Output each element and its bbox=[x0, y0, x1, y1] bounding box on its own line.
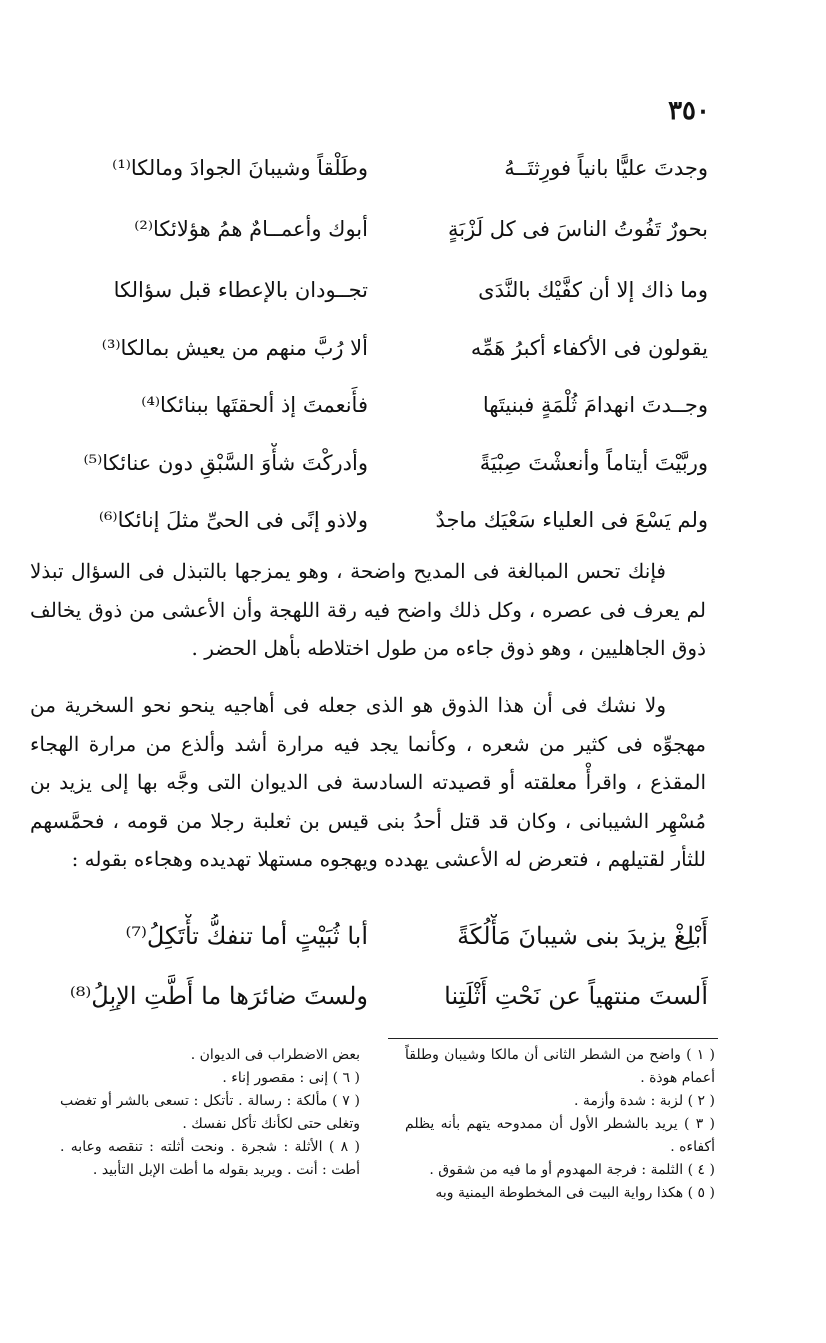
footnote: بعض الاضطراب فى الديوان . bbox=[190, 1047, 360, 1063]
footnote: ( ٤ ) الثلمة : فرجة المهدوم أو ما فيه من شقوق . bbox=[429, 1162, 715, 1178]
verse-line bbox=[28, 148, 708, 198]
verse-first-hemistich: يقولون فى الأكفاء أكبرُ هَمِّه bbox=[470, 336, 708, 360]
footnote-divider bbox=[388, 1038, 718, 1039]
verse-line bbox=[28, 914, 708, 964]
verse-first-hemistich: بحورٌ تَفُوتُ الناسَ فى كل لَزْبَةٍ bbox=[448, 217, 708, 241]
verse-first-hemistich: وجدتَ عليًّا بانياً فورِثتَــهُ bbox=[504, 156, 708, 180]
footnote: ( ١ ) واضح من الشطر الثانى أن مالكا وشيبان وطلقاً أعمام هوذة . bbox=[405, 1047, 715, 1086]
verse-line bbox=[28, 385, 708, 435]
verse-first-hemistich: وربَّيْتَ أيتاماً وأنعشْتَ صِبْيَةً bbox=[479, 451, 708, 475]
verse-line bbox=[28, 328, 708, 378]
verse-line bbox=[28, 443, 708, 493]
verse-line bbox=[28, 500, 708, 550]
verse-second-hemistich: ولاذو إنًى فى الحىِّ مثلَ إنائكا⁽⁶⁾ bbox=[98, 508, 368, 532]
verse-line bbox=[28, 209, 708, 259]
verse-second-hemistich: وأدركْتَ شأْوَ السَّبْقِ دون عنائكا⁽⁵⁾ bbox=[83, 451, 368, 475]
paragraph-1: فإنك تحس المبالغة فى المديح واضحة ، وهو يمزجها بالتبذل فى السؤال تبذلا لم يعرف فى عصره ، وكل ذلك واضح فيه رقة اللهجة وأن الأعشى من ذوق يخالف ذوق الجاهليين ، وهو ذوق جاءه من طول اختلاطه بأهل الحضر . bbox=[30, 559, 707, 661]
verse-second-hemistich: أبوك وأعمــامٌ همُ هؤلائكا⁽²⁾ bbox=[134, 217, 368, 241]
verse-second-hemistich: وطَلْقاً وشيبانَ الجوادَ ومالكا⁽¹⁾ bbox=[112, 156, 368, 180]
verse-second-hemistich: أبا ثُبَيْتٍ أما تنفكُّ تأْتَكِلُ⁽⁷⁾ bbox=[125, 922, 368, 950]
verse-line bbox=[28, 974, 708, 1024]
page-number: ٣٥٠ bbox=[668, 96, 710, 126]
verse-second-hemistich: ألا رُبَّ منهم من يعيش بمالكا⁽³⁾ bbox=[101, 336, 368, 360]
verse-second-hemistich: ولستَ ضائرَها ما أَطَّتِ الإبِلُ⁽⁸⁾ bbox=[69, 982, 368, 1010]
verse-first-hemistich: أَبْلِغْ يزيدَ بنى شيبانَ مَأْلُكَةً bbox=[457, 922, 708, 950]
footnote: ( ٨ ) الأثلة : شجرة . ونحت أثلته : تنقصه وعابه . أطت : أنت . ويريد بقوله ما أطت الإبل التأبيد . bbox=[60, 1139, 360, 1178]
verse-first-hemistich: وجــدتَ انهدامَ ثُلْمَةٍ فبنيتَها bbox=[482, 393, 708, 417]
footnote: ( ٥ ) هكذا رواية البيت فى المخطوطة اليمنية وبه bbox=[435, 1185, 715, 1201]
verse-first-hemistich: وما ذاك إلا أن كفَّيْك بالنَّدَى bbox=[478, 278, 708, 302]
verse-first-hemistich: ولم يَسْعَ فى العلياء سَعْيَك ماجدٌ bbox=[435, 508, 708, 532]
verse-second-hemistich: تجــودان بالإعطاء قبل سؤالكا bbox=[113, 278, 368, 302]
footnote: ( ٧ ) مألكة : رسالة . تأتكل : تسعى بالشر أو تغضب وتغلى حتى لكأنك تأكل نفسك . bbox=[60, 1093, 360, 1132]
paragraph-2: ولا نشك فى أن هذا الذوق هو الذى جعله فى أهاجيه ينحو نحو السخرية من مهجوِّه فى كثير من شعره ، وكأنما يجد فيه مرارة أشد وألذع من مرارة الهجاء المقذع ، واقرأْ معلقته أو قصيدته السادسة فى الديوان التى وجَّه بها إلى يزيد بن مُسْهِر الشيبانى ، وكان قد قتل أحدُ بنى قيس بن ثعلبة رجلا من قومه ، فحمَّسهم للثأر لقتيلهم ، فتعرض له الأعشى يهدده ويهجوه مستهلا تهديده وهجاءه بقوله : bbox=[30, 693, 706, 872]
verse-first-hemistich: أَلستَ منتهياً عن نَحْتِ أَثْلَتِنا bbox=[444, 982, 708, 1010]
footnote: ( ٣ ) يريد بالشطر الأول أن ممدوحه يتهم بأنه يظلم أكفاءه . bbox=[405, 1116, 715, 1155]
verse-line bbox=[28, 270, 708, 320]
footnotes-right-column bbox=[405, 1044, 715, 1205]
verse-second-hemistich: فأَنعمتَ إذ ألحقتَها ببنائكا⁽⁴⁾ bbox=[141, 393, 368, 417]
footnote: ( ٦ ) إنى : مقصور إناء . bbox=[222, 1070, 360, 1086]
footnote: ( ٢ ) لزبة : شدة وأزمة . bbox=[573, 1093, 715, 1109]
footnotes-left-column bbox=[60, 1044, 360, 1182]
